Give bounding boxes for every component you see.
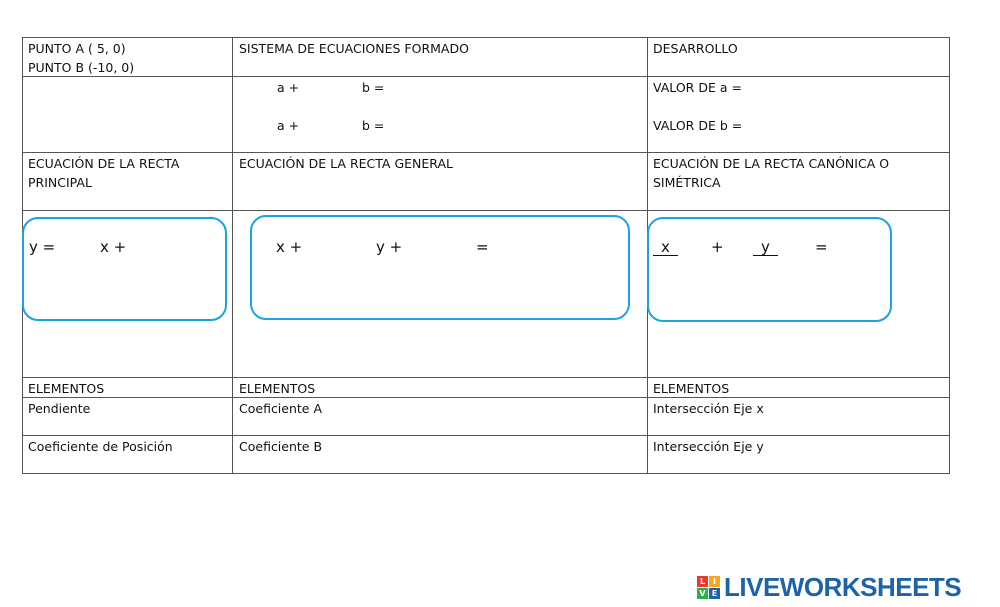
canonica-plus: + bbox=[711, 238, 724, 256]
principal-y-term: y = bbox=[29, 238, 56, 256]
equation1-a: a + bbox=[277, 80, 300, 95]
table-border-bottom bbox=[22, 473, 950, 474]
canonica-x-term: x bbox=[653, 240, 678, 256]
table-row-divider bbox=[22, 435, 950, 436]
canonica-equation-answer-box[interactable] bbox=[647, 217, 892, 322]
elements-header-principal: ELEMENTOS bbox=[28, 381, 105, 396]
logo-cube: V bbox=[697, 588, 708, 599]
general-header: ECUACIÓN DE LA RECTA GENERAL bbox=[239, 156, 453, 171]
table-border-top bbox=[22, 37, 950, 38]
value-b-label: VALOR DE b = bbox=[653, 118, 743, 133]
elements-header-general: ELEMENTOS bbox=[239, 381, 316, 396]
table-row-divider bbox=[22, 210, 950, 211]
elements-header-canonica: ELEMENTOS bbox=[653, 381, 730, 396]
principal-equation-answer-box[interactable] bbox=[22, 217, 227, 321]
canonica-header-line1: ECUACIÓN DE LA RECTA CANÓNICA O bbox=[653, 156, 890, 171]
table-row-divider bbox=[22, 152, 950, 153]
logo-wordmark: LIVEWORKSHEETS bbox=[724, 571, 962, 602]
principal-header-line1: ECUACIÓN DE LA RECTA bbox=[28, 156, 180, 171]
principal-x-term: x + bbox=[100, 238, 127, 256]
coefficient-b-label: Coeficiente B bbox=[239, 439, 323, 454]
canonica-y-fraction bbox=[753, 238, 778, 257]
x-intercept-label: Intersección Eje x bbox=[653, 401, 764, 416]
point-a-label: PUNTO A ( 5, 0) bbox=[28, 41, 126, 56]
equation2-b: b = bbox=[362, 118, 385, 133]
table-row-divider bbox=[22, 76, 950, 77]
system-header: SISTEMA DE ECUACIONES FORMADO bbox=[239, 41, 469, 56]
table-border-right bbox=[949, 37, 950, 474]
table-row-divider bbox=[22, 397, 950, 398]
coefficient-a-label: Coeficiente A bbox=[239, 401, 323, 416]
position-coefficient-label: Coeficiente de Posición bbox=[28, 439, 173, 454]
slope-label: Pendiente bbox=[28, 401, 91, 416]
development-header: DESARROLLO bbox=[653, 41, 738, 56]
table-col-divider bbox=[232, 37, 233, 474]
principal-header-line2: PRINCIPAL bbox=[28, 175, 92, 190]
canonica-equals: = bbox=[815, 238, 828, 256]
logo-cube: I bbox=[709, 576, 720, 587]
value-a-label: VALOR DE a = bbox=[653, 80, 742, 95]
y-intercept-label: Intersección Eje y bbox=[653, 439, 764, 454]
canonica-header-line2: SIMÉTRICA bbox=[653, 175, 721, 190]
canonica-y-term: y bbox=[753, 240, 778, 256]
logo-cube: L bbox=[697, 576, 708, 587]
table-row-divider bbox=[22, 377, 950, 378]
point-b-label: PUNTO B (-10, 0) bbox=[28, 60, 135, 75]
general-x-term: x + bbox=[276, 238, 303, 256]
logo-cube: E bbox=[709, 588, 720, 599]
equation2-a: a + bbox=[277, 118, 300, 133]
general-y-term: y + bbox=[376, 238, 403, 256]
canonica-x-fraction bbox=[653, 238, 678, 257]
general-equals: = bbox=[476, 238, 489, 256]
general-equation-answer-box[interactable] bbox=[250, 215, 630, 320]
equation1-b: b = bbox=[362, 80, 385, 95]
liveworksheets-logo bbox=[697, 572, 961, 602]
logo-cubes-icon bbox=[697, 576, 720, 599]
